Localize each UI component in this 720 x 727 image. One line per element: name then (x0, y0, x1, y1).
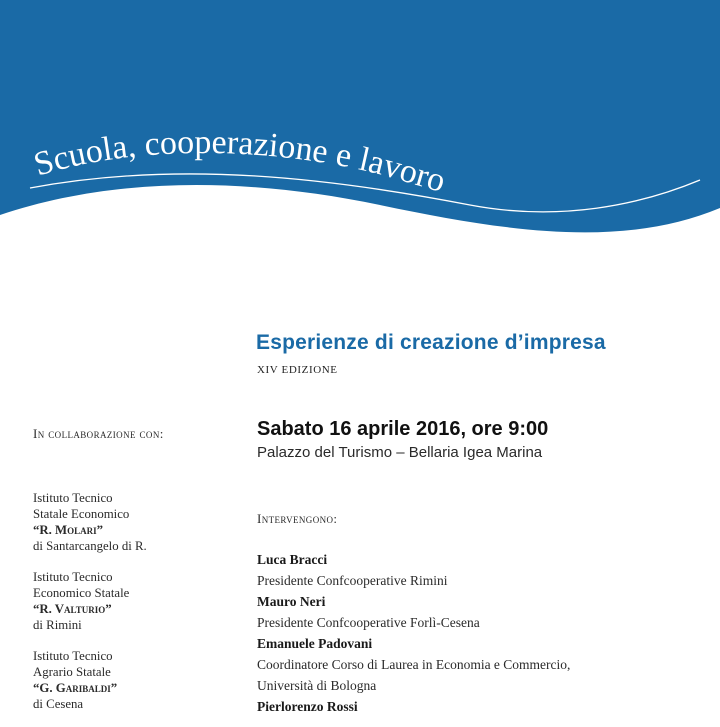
institute-name: “R. Valturio” (33, 602, 112, 616)
speaker-role: Università di Bologna (257, 678, 377, 693)
institute-line1: Istituto Tecnico (33, 491, 113, 505)
speaker-role: Coordinatore Corso di Laurea in Economia e Commercio, (257, 657, 571, 672)
edition-label: XIV EDIZIONE (257, 364, 338, 376)
institute-place: di Rimini (33, 618, 82, 632)
event-venue: Palazzo del Turismo – Bellaria Igea Marina (257, 444, 543, 461)
institute-place: di Santarcangelo di R. (33, 539, 147, 553)
institute-line2: Statale Economico (33, 507, 130, 521)
speaker-name: Emanuele Padovani (257, 636, 373, 651)
institute-item (33, 569, 233, 633)
institute-item (33, 648, 233, 712)
title-text: Scuola, cooperazione e lavoro (29, 123, 450, 200)
speaker-name: Mauro Neri (257, 594, 326, 609)
institute-line2: Economico Statale (33, 586, 130, 600)
svg-text:Scuola, cooperazione e lavoro (30, 124, 450, 200)
institute-line1: Istituto Tecnico (33, 649, 113, 663)
institute-name: “G. Garibaldi” (33, 681, 118, 695)
header-title (0, 0, 720, 260)
header-band (0, 0, 720, 260)
institutes-list (33, 490, 233, 727)
institute-line1: Istituto Tecnico (33, 570, 113, 584)
speaker-role: Presidente Confcooperative Rimini (257, 573, 448, 588)
speaker-name: Luca Bracci (257, 552, 328, 567)
institute-name: “R. Molari” (33, 523, 104, 537)
institute-place: di Cesena (33, 697, 84, 711)
speakers-list (257, 549, 697, 717)
institute-item (33, 490, 233, 554)
institute-line2: Agrario Statale (33, 665, 111, 679)
collaboration-heading: In collaborazione con: (33, 426, 164, 441)
speaker-name: Pierlorenzo Rossi (257, 699, 358, 714)
speakers-heading: Intervengono: (257, 511, 338, 526)
event-date: Sabato 16 aprile 2016, ore 9:00 (257, 418, 549, 440)
event-subtitle: Esperienze di creazione d’impresa (256, 331, 606, 354)
speaker-role: Presidente Confcooperative Forlì-Cesena (257, 615, 480, 630)
